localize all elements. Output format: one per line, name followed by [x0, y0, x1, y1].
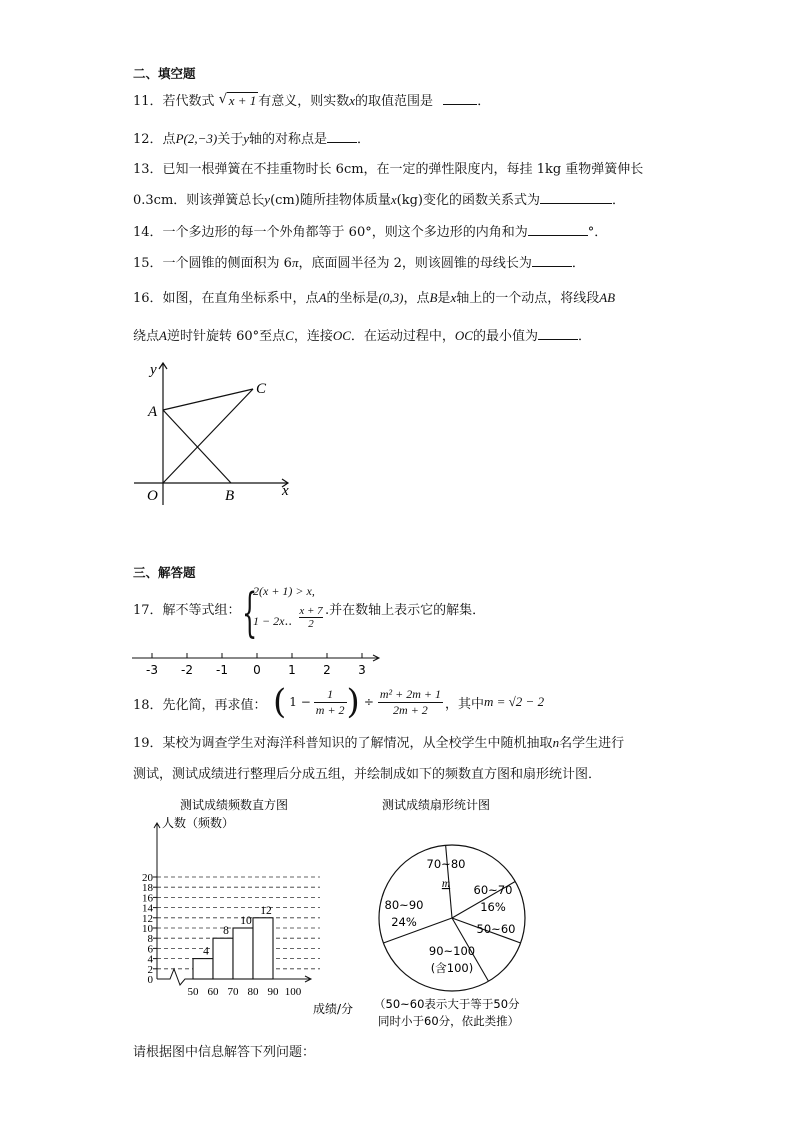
number-line: [130, 650, 390, 680]
pie-slice-label: 50~60: [476, 922, 516, 936]
question-13-line1: 13．已知一根弹簧在不挂重物时长 6cm，在一定的弹性限度内，每挂 1kg 重物弹簧伸长: [133, 162, 644, 177]
question-19-line1: 19．某校为调查学生对海洋科普知识的了解情况，从全校学生中随机抽取n名学生进行: [133, 735, 625, 751]
histogram-bar: [213, 938, 233, 979]
histogram-bar-label: 10: [240, 915, 252, 927]
histogram-x-tick-label: 60: [207, 986, 219, 998]
question-12: 12．点P(2,−3)关于y轴的对称点是 ．: [133, 131, 371, 147]
question-19-line2: 测试，测试成绩进行整理后分成五组，并绘制成如下的频数直方图和扇形统计图．: [133, 767, 602, 782]
system-brace: {: [242, 582, 258, 644]
histogram-y-tick-label: 8: [147, 933, 153, 946]
q18-expression: ( 1 − $\frac{1}{m + 2}$ ) ÷ $\frac{\text{m² + 2m + 1}}{2m + 2}$ ，其中 m = √2 − 2: [273, 682, 545, 722]
histogram-y-tick-label: 10: [142, 923, 153, 935]
section2-title: 二、填空题: [133, 66, 196, 81]
pie-chart: [368, 795, 568, 1035]
question-16-line2: 绕点A逆时针旋转 60°至点C，连接OC．在运动过程中，OC的最小值为 ．: [133, 328, 592, 344]
histogram-x-tick-label: 50: [187, 986, 199, 998]
pie-note-line1: （50~60表示大于等于50分: [374, 997, 520, 1011]
pie-slice-label: 60~70: [473, 883, 513, 897]
number-line-label: 1: [288, 663, 296, 677]
histogram-x-tick-label: 80: [247, 986, 259, 998]
question-17: 17．解不等式组：: [133, 603, 241, 618]
answer-blank[interactable]: [443, 93, 477, 105]
label-O: O: [147, 488, 158, 504]
pie-slice-value: (含100): [430, 961, 474, 975]
histogram-y-tick-label: 0: [147, 974, 153, 986]
label-A: A: [148, 404, 158, 420]
histogram-xlabel: 成绩/分: [313, 1002, 354, 1016]
fraction: x + 7 2: [299, 605, 323, 630]
number-line-label: -2: [181, 663, 193, 677]
histogram-ylabel: 人数（频数）: [162, 816, 235, 830]
histogram-bar-label: 8: [223, 925, 229, 938]
histogram-chart: [130, 795, 370, 1025]
histogram-y-tick-label: 12: [142, 912, 153, 925]
pie-slice-label: 90~100: [428, 944, 476, 958]
question-15: 15．一个圆锥的侧面积为 6π，底面圆半径为 2，则该圆锥的母线长为 ．: [133, 255, 585, 271]
label-y: y: [150, 362, 157, 378]
pie-slice-label: 80~90: [384, 898, 424, 912]
histogram-y-tick-label: 20: [142, 872, 153, 884]
pie-title: 测试成绩扇形统计图: [382, 798, 491, 812]
answer-blank[interactable]: [532, 255, 572, 267]
inequality-1: 2(x + 1) > x,: [253, 584, 315, 598]
histogram-bar: [253, 918, 273, 979]
figure-16-coordinate-diagram: [128, 355, 298, 510]
pie-note-line2: 同时小于60分，依此类推）: [378, 1014, 520, 1028]
number-line-label: 0: [253, 663, 261, 677]
number-line-label: 3: [358, 663, 366, 677]
histogram-y-tick-label: 6: [147, 943, 153, 956]
question-16-line1: 16．如图，在直角坐标系中，点A的坐标是(0,3)，点B是x轴上的一个动点，将线段AB: [133, 290, 616, 306]
histogram-x-tick-label: 70: [227, 986, 239, 998]
number-line-label: -1: [216, 663, 228, 677]
histogram-x-tick-label: 90: [267, 986, 279, 998]
number-line-label: -3: [146, 663, 158, 677]
label-x: x: [282, 483, 289, 499]
pie-slice-value: 24%: [391, 915, 417, 929]
answer-blank[interactable]: [538, 328, 578, 340]
answer-blank[interactable]: [327, 131, 357, 143]
question-19-prompt: 请根据图中信息解答下列问题：: [133, 1045, 316, 1060]
label-C: C: [256, 381, 267, 397]
fraction-1: $\frac{1}{m + 2}$: [315, 686, 345, 717]
number-line-label: 2: [323, 663, 331, 677]
histogram-title: 测试成绩频数直方图: [180, 798, 289, 812]
histogram-bar-label: 12: [260, 904, 272, 917]
question-11: 11．若代数式 √ x + 1 有意义，则实数x的取值范围是 ．: [133, 92, 491, 109]
sqrt-expression: √ x + 1: [218, 92, 257, 108]
segment-AC: [163, 389, 253, 410]
histogram-bar-label: 4: [203, 945, 209, 958]
inequality-2: 1 − 2x..: [253, 614, 293, 628]
answer-blank[interactable]: [528, 224, 588, 236]
fraction-2: $\frac{\text{m² + 2m + 1}}{2m + 2}$: [379, 686, 441, 717]
pie-slice-label: 70~80: [426, 857, 466, 871]
label-B: B: [225, 488, 235, 504]
question-17-tail: .并在数轴上表示它的解集．: [325, 603, 486, 618]
histogram-y-tick-label: 2: [147, 963, 153, 976]
histogram-y-tick-label: 18: [142, 882, 153, 895]
histogram-x-tick-label: 100: [284, 986, 302, 998]
pie-slice-value: m: [441, 878, 451, 890]
histogram-y-tick-label: 4: [147, 953, 153, 966]
histogram-y-tick-label: 14: [142, 902, 153, 915]
histogram-y-tick-label: 16: [142, 892, 153, 905]
segment-OC: [163, 389, 253, 483]
histogram-bar: [193, 959, 213, 979]
section3-title: 三、解答题: [133, 565, 196, 580]
question-13-line2: 0.3cm．则该弹簧总长y(cm)随所挂物体质量x(kg)变化的函数关系式为 ．: [133, 192, 625, 208]
histogram-bar: [233, 928, 253, 979]
question-14: 14．一个多边形的每一个外角都等于 60°，则这个多边形的内角和为 °．: [133, 225, 608, 240]
question-18: 18．先化简，再求值：: [133, 698, 267, 713]
answer-blank[interactable]: [540, 192, 612, 204]
pie-slice-value: 16%: [480, 900, 506, 914]
